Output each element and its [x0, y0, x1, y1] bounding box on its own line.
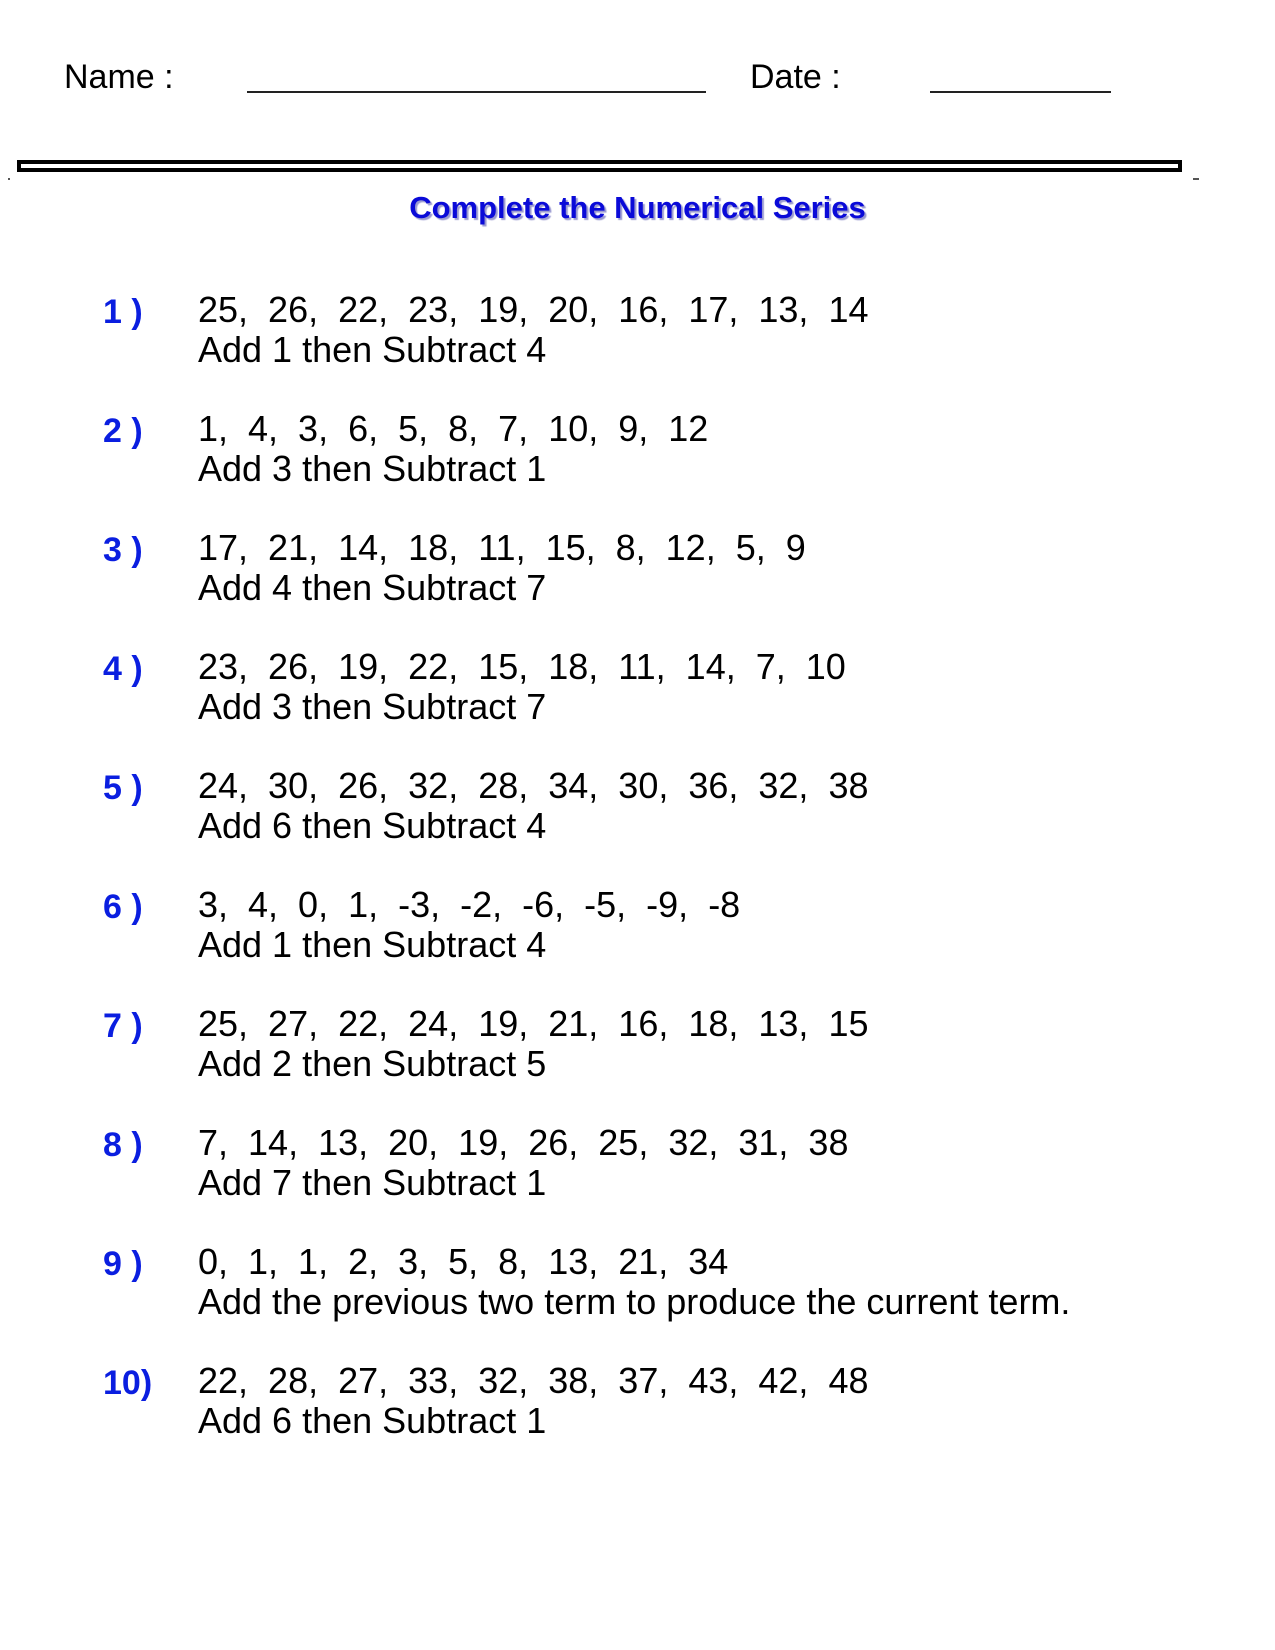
problem-item	[0, 289, 1275, 403]
number-series: 23, 26, 19, 22, 15, 18, 11, 14, 7, 10	[198, 646, 846, 687]
number-series: 24, 30, 26, 32, 28, 34, 30, 36, 32, 38	[198, 765, 869, 806]
problem-number: 6 )	[103, 888, 143, 926]
number-series: 17, 21, 14, 18, 11, 15, 8, 12, 5, 9	[198, 527, 806, 568]
series-rule: Add 6 then Subtract 1	[198, 1400, 547, 1441]
series-rule: Add 4 then Subtract 7	[198, 567, 547, 608]
problem-number: 3 )	[103, 531, 143, 569]
problem-number: 2 )	[103, 412, 143, 450]
worksheet-title: Complete the Numerical Series	[409, 190, 866, 225]
series-rule: Add 3 then Subtract 7	[198, 686, 547, 727]
date-field[interactable]	[930, 91, 1111, 93]
name-label: Name :	[64, 58, 174, 96]
series-rule: Add 7 then Subtract 1	[198, 1162, 547, 1203]
problem-number: 7 )	[103, 1007, 143, 1045]
problem-item	[0, 1360, 1275, 1474]
number-series: 1, 4, 3, 6, 5, 8, 7, 10, 9, 12	[198, 408, 709, 449]
problem-number: 8 )	[103, 1126, 143, 1164]
number-series: 22, 28, 27, 33, 32, 38, 37, 43, 42, 48	[198, 1360, 869, 1401]
number-series: 7, 14, 13, 20, 19, 26, 25, 32, 31, 38	[198, 1122, 849, 1163]
problem-item	[0, 408, 1275, 522]
problem-item	[0, 527, 1275, 641]
series-rule: Add 3 then Subtract 1	[198, 448, 547, 489]
problem-item	[0, 765, 1275, 879]
series-rule: Add 1 then Subtract 4	[198, 924, 547, 965]
number-series: 3, 4, 0, 1, -3, -2, -6, -5, -9, -8	[198, 884, 741, 925]
number-series: 0, 1, 1, 2, 3, 5, 8, 13, 21, 34	[198, 1241, 729, 1282]
problem-number: 5 )	[103, 769, 143, 807]
name-field[interactable]	[247, 91, 706, 93]
number-series: 25, 27, 22, 24, 19, 21, 16, 18, 13, 15	[198, 1003, 869, 1044]
problem-number: 4 )	[103, 650, 143, 688]
number-series: 25, 26, 22, 23, 19, 20, 16, 17, 13, 14	[198, 289, 869, 330]
problem-item	[0, 646, 1275, 760]
series-rule: Add 1 then Subtract 4	[198, 329, 547, 370]
series-rule: Add 2 then Subtract 5	[198, 1043, 547, 1084]
series-rule: Add 6 then Subtract 4	[198, 805, 547, 846]
problem-item	[0, 1241, 1275, 1355]
problem-number: 9 )	[103, 1245, 143, 1283]
problem-number: 1 )	[103, 293, 143, 331]
double-rule-divider	[17, 160, 1182, 172]
divider-mark	[1193, 178, 1199, 180]
problem-number: 10)	[103, 1364, 153, 1402]
divider-mark	[8, 178, 10, 180]
problem-item	[0, 1003, 1275, 1117]
series-rule: Add the previous two term to produce the current term.	[198, 1281, 1071, 1322]
date-label: Date :	[750, 58, 841, 96]
problem-item	[0, 884, 1275, 998]
problem-item	[0, 1122, 1275, 1236]
